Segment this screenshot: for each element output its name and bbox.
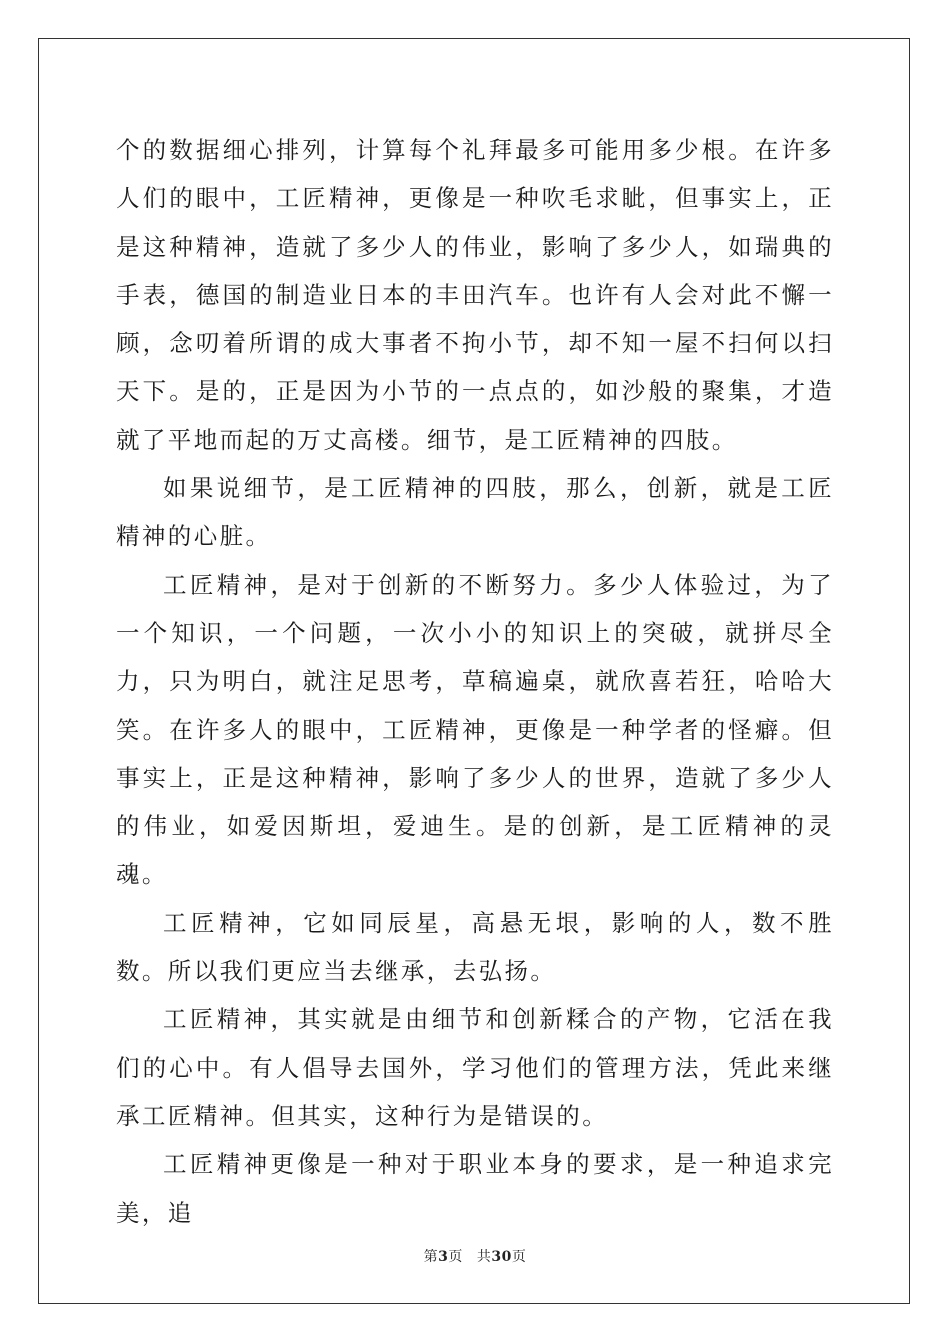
- page-number-prefix: 第: [423, 1249, 439, 1265]
- paragraph-1: 个的数据细心排列，计算每个礼拜最多可能用多少根。在许多人们的眼中，工匠精神，更像是一种吹毛求眦，但事实上，正是这种精神，造就了多少人的伟业，影响了多少人，如瑞典的手表，德国的制造业日本的丰田汽车。也许有人会对此不懈一顾，念叨着所谓的成大事者不拘小节，却不知一屋不扫何以扫天下。是的，正是因为小节的一点点的，如沙般的聚集，才造就了平地而起的万丈高楼。细节，是工匠精神的四肢。: [116, 136, 834, 454]
- total-pages-suffix: 页: [511, 1249, 527, 1265]
- paragraph-2: 如果说细节，是工匠精神的四肢，那么，创新，就是工匠精神的心脏。: [116, 474, 834, 551]
- page-footer: [0, 1246, 950, 1266]
- page-number: 3: [438, 1249, 449, 1265]
- page-number-suffix: 页: [448, 1249, 463, 1265]
- total-pages-prefix: 共: [476, 1249, 492, 1265]
- paragraph-6: 工匠精神更像是一种对于职业本身的要求，是一种追求完美，追: [116, 1150, 834, 1227]
- paragraph-5: 工匠精神，其实就是由细节和创新糅合的产物，它活在我们的心中。有人倡导去国外，学习他们的管理方法，凭此来继承工匠精神。但其实，这种行为是错误的。: [116, 1005, 834, 1130]
- total-pages: 30: [491, 1249, 512, 1265]
- document-body: [116, 126, 834, 1237]
- paragraph-3: 工匠精神，是对于创新的不断努力。多少人体验过，为了一个知识，一个问题，一次小小的知识上的突破，就拼尽全力，只为明白，就注足思考，草稿遍桌，就欣喜若狂，哈哈大笑。在许多人的眼中，工匠精神，更像是一种学者的怪癖。但事实上，正是这种精神，影响了多少人的世界，造就了多少人的伟业，如爱因斯坦，爱迪生。是的创新，是工匠精神的灵魂。: [116, 570, 834, 889]
- paragraph-4: 工匠精神，它如同辰星，高悬无垠，影响的人，数不胜数。所以我们更应当去继承，去弘扬。: [116, 908, 834, 986]
